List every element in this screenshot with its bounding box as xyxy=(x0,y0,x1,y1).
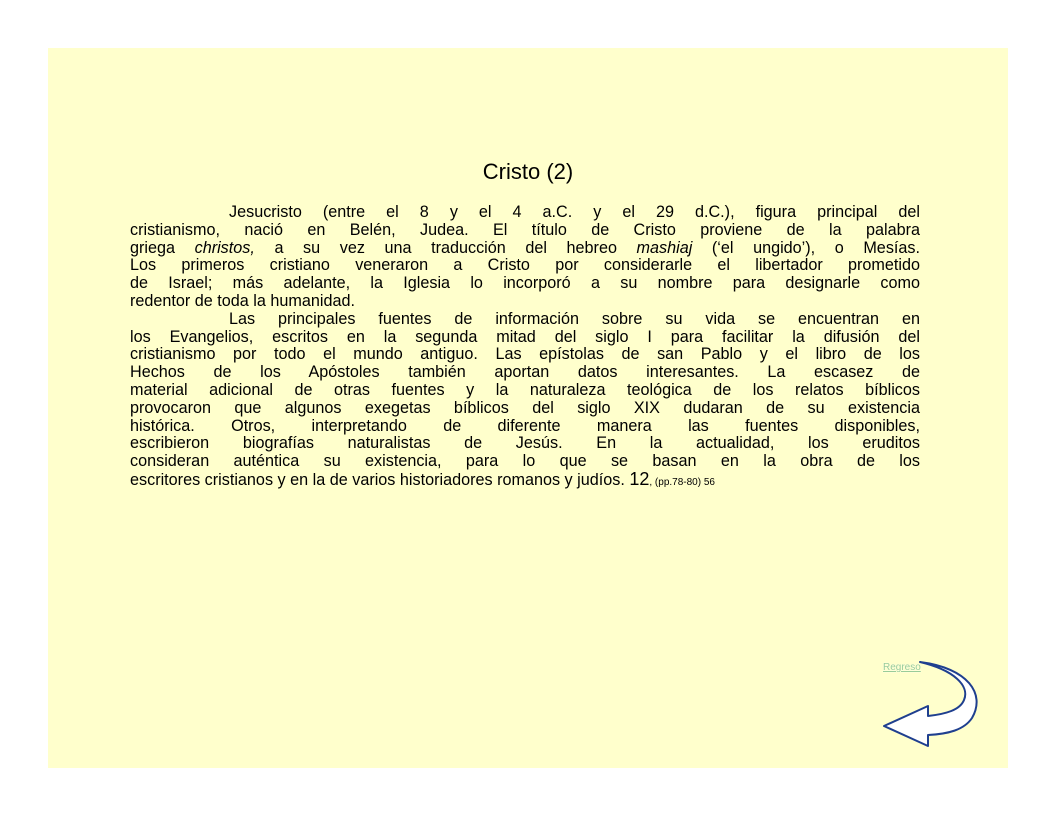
paragraph-1-line: Jesucristo (entre el 8 y el 4 a.C. y el 29 d.C.), figura principal del xyxy=(229,203,920,221)
paragraph-2-line: Las principales fuentes de información sobre su vida se encuentran en xyxy=(229,309,920,328)
back-link[interactable]: Regreso xyxy=(883,662,921,673)
paragraph-1-line: griega christos, a su vez una traducción del hebreo mashiaj (‘el ungido’), o Mesías. xyxy=(130,238,920,257)
paragraph-1-line: de Israel; más adelante, la Iglesia lo incorporó a su nombre para designarle como xyxy=(130,274,920,293)
paragraph-2-line: Hechos de los Apóstoles también aportan datos interesantes. La escasez de xyxy=(130,363,920,382)
paragraph-2-line: escribieron biografías naturalistas de Jesús. En la actualidad, los eruditos xyxy=(130,434,920,453)
paragraph-2-line: cristianismo por todo el mundo antiguo. Las epístolas de san Pablo y el libro de los xyxy=(130,345,920,364)
paragraph-1-line: cristianismo, nació en Belén, Judea. El título de Cristo proviene de la palabra xyxy=(130,220,920,239)
paragraph-2-line: escritores cristianos y en la de varios historiadores romanos y judíos. 12, (pp.78-80) 56 xyxy=(130,468,715,489)
slide xyxy=(48,48,1008,768)
paragraph-1-line: redentor de toda la humanidad. xyxy=(130,291,355,310)
back-arrow-icon[interactable] xyxy=(878,660,983,752)
reference-pages: , (pp.78-80) 56 xyxy=(649,476,715,488)
reference-number: 12 xyxy=(629,468,650,489)
paragraph-2-line: material adicional de otras fuentes y la naturaleza teológica de los relatos bíblicos xyxy=(130,380,920,399)
paragraph-2-line: consideran auténtica su existencia, para lo que se basan en la obra de los xyxy=(130,452,920,471)
paragraph-2-line: histórica. Otros, interpretando de diferente manera las fuentes disponibles, xyxy=(130,416,920,435)
paragraph-2-line: los Evangelios, escritos en la segunda mitad del siglo I para facilitar la difusión del xyxy=(130,327,920,346)
italic-term-christos: christos, xyxy=(194,238,255,257)
slide-title: Cristo (2) xyxy=(482,159,574,184)
italic-term-mashiaj: mashiaj xyxy=(636,238,693,257)
paragraph-2-line: provocaron que algunos exegetas bíblicos del siglo XIX dudaran de su existencia xyxy=(130,398,920,417)
body-text xyxy=(130,204,920,492)
paragraph-1-line: Los primeros cristiano veneraron a Cristo por considerarle el libertador prometido xyxy=(130,256,920,275)
